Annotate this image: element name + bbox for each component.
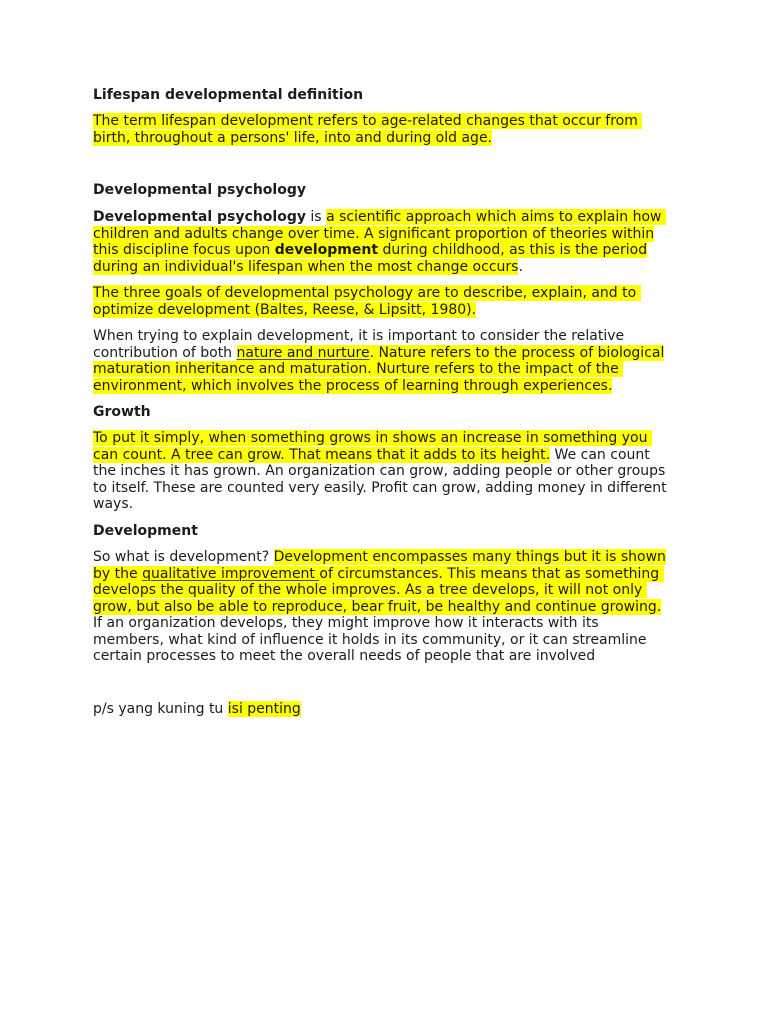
plain-text: p/s yang kuning tu — [93, 701, 228, 717]
highlighted-text: Development encompasses many things but it is shown — [273, 549, 666, 565]
paragraph-line — [93, 209, 666, 226]
heading-development: Development — [93, 523, 198, 539]
link-qualitative-improvement[interactable]: qualitative improvement — [142, 565, 320, 582]
paragraph-line — [93, 328, 664, 345]
heading-growth: Growth — [93, 404, 151, 420]
paragraph-lifespan-definition — [93, 113, 642, 146]
highlighted-text: birth, throughout a persons' life, into and during old age. — [93, 129, 493, 146]
plain-text: We can count — [550, 446, 650, 463]
highlighted-bold-term: development — [274, 242, 379, 258]
heading-lifespan-definition: Lifespan developmental definition — [93, 87, 364, 103]
paragraph-line — [93, 302, 641, 319]
highlighted-text: children and adults change over time. A significant proportion of theories within — [93, 225, 655, 242]
paragraph-line — [93, 378, 664, 395]
paragraph-line — [93, 226, 666, 243]
paragraph-development — [93, 549, 666, 665]
paragraph-line — [93, 480, 667, 497]
plain-text: to itself. These are counted very easily. Profit can grow, adding money in different — [93, 479, 667, 496]
paragraph-line — [93, 599, 666, 616]
heading-developmental-psychology: Developmental psychology — [93, 182, 306, 198]
highlighted-text: this discipline focus upon — [93, 242, 275, 258]
plain-text: contribution of both — [93, 344, 237, 361]
plain-text: So what is development? — [93, 549, 274, 565]
paragraph-line — [93, 447, 667, 464]
paragraph-developmental-goals — [93, 285, 641, 318]
highlighted-text: maturation inheritance and maturation. Nurture refers to the impact of the — [93, 361, 624, 377]
paragraph-line — [93, 285, 641, 302]
paragraph-line — [93, 648, 666, 665]
paragraph-line — [93, 259, 666, 276]
paragraph-nature-nurture — [93, 328, 664, 394]
paragraph-line — [93, 430, 667, 447]
highlighted-text: during an individual's lifespan when the most change occurs — [93, 258, 519, 275]
highlighted-text: by the — [93, 565, 143, 582]
highlighted-text: during childhood, as this is the period — [378, 242, 648, 258]
highlighted-text: of circumstances. This means that as something — [319, 565, 664, 582]
plain-text: If an organization develops, they might improve how it interacts with its — [93, 615, 599, 631]
bold-term: Developmental psychology — [93, 209, 306, 225]
highlighted-text: environment, which involves the process of learning through experiences. — [93, 377, 613, 394]
highlighted-text: optimize development (Baltes, Reese, & Lipsitt, 1980). — [93, 301, 477, 318]
paragraph-line — [93, 113, 642, 130]
highlighted-text: a scientific approach which aims to explain how — [326, 209, 666, 225]
note-paragraph — [93, 701, 301, 718]
paragraph-line — [93, 345, 664, 362]
link-nature-and-nurture[interactable]: nature and nurture — [236, 344, 370, 361]
highlighted-text: isi penting — [227, 701, 301, 717]
paragraph-line — [93, 361, 664, 378]
plain-text: members, what kind of influence it holds in its community, or it can streamline — [93, 631, 647, 648]
highlighted-text: . Nature refers to the process of biological — [369, 344, 665, 361]
plain-text: is — [305, 209, 327, 225]
paragraph-line — [93, 615, 666, 632]
paragraph-line — [93, 242, 666, 259]
paragraph-line — [93, 632, 666, 649]
paragraph-developmental-psychology-definition — [93, 209, 666, 275]
highlighted-text: The term lifespan development refers to age-related changes that occur from — [93, 113, 643, 129]
highlighted-text: grow, but also be able to reproduce, bear fruit, be healthy and continue growing. — [93, 598, 662, 615]
plain-text: ways. — [93, 496, 134, 512]
paragraph-growth — [93, 430, 667, 513]
plain-text: certain processes to meet the overall needs of people that are involved — [93, 648, 596, 664]
highlighted-text: To put it simply, when something grows in shows an increase in something you — [93, 430, 652, 446]
paragraph-line — [93, 496, 667, 513]
paragraph-line — [93, 463, 667, 480]
highlighted-text: The three goals of developmental psychology are to describe, explain, and to — [93, 285, 641, 301]
paragraph-line — [93, 549, 666, 566]
paragraph-line — [93, 566, 666, 583]
highlighted-text: develops the quality of the whole improves. As a tree develops, it will not only — [93, 582, 647, 598]
plain-text: the inches it has grown. An organization can grow, adding people or other groups — [93, 463, 666, 479]
plain-text: . — [518, 258, 523, 275]
paragraph-line — [93, 701, 301, 718]
paragraph-line — [93, 582, 666, 599]
highlighted-text: can count. A tree can grow. That means that it adds to its height. — [93, 446, 551, 463]
plain-text: When trying to explain development, it is important to consider the relative — [93, 328, 625, 344]
paragraph-line — [93, 130, 642, 147]
